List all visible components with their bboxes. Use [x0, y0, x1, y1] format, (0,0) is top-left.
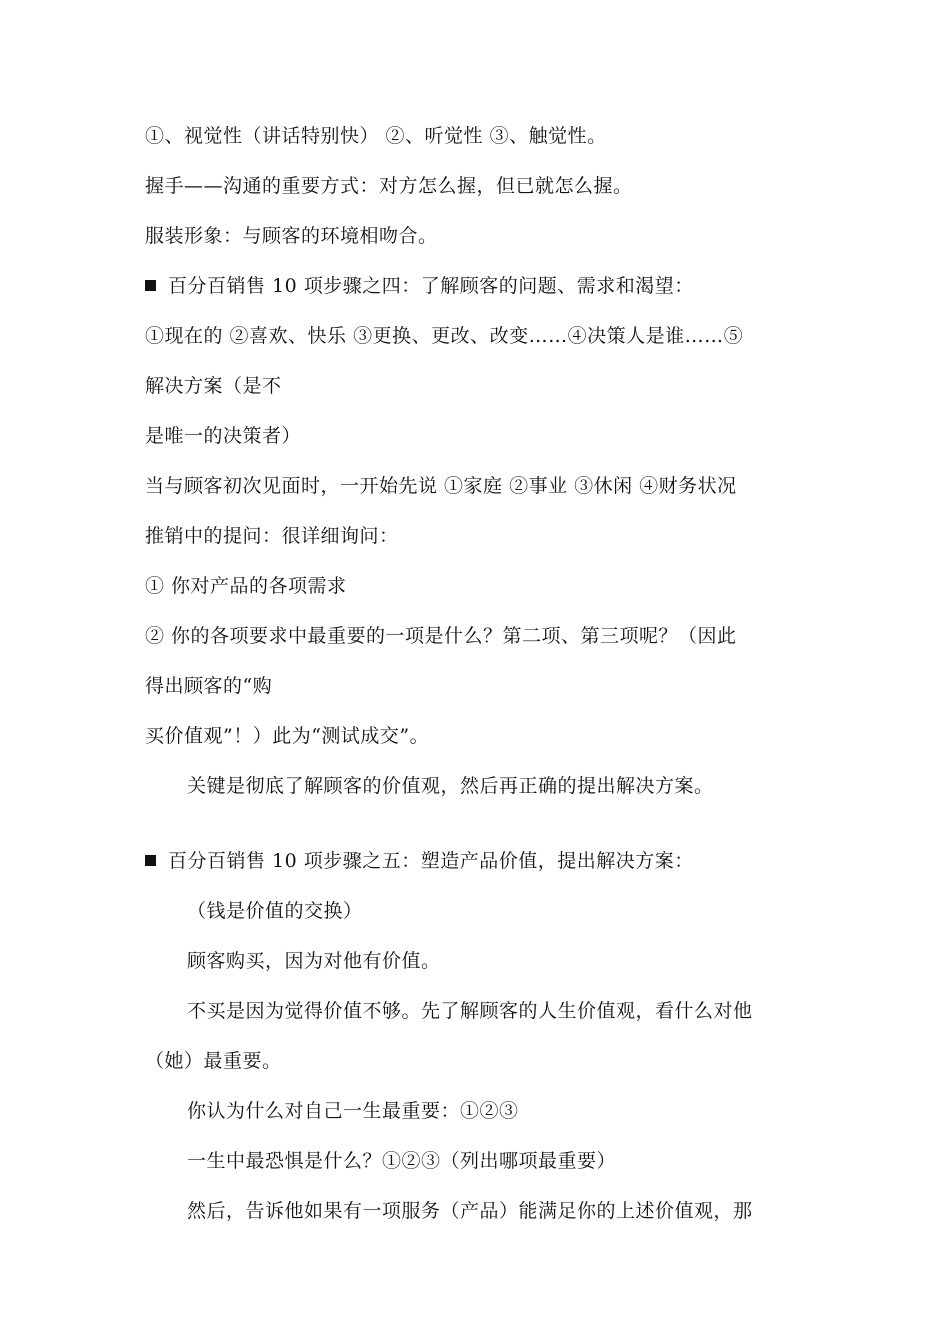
text-line-money-exchange: （钱是价值的交换）	[187, 900, 363, 922]
text-line-customer-buys: 顾客购买，因为对他有价值。	[187, 950, 441, 972]
text-line-clothing-image: 服装形象：与顾客的环境相吻合。	[145, 225, 438, 247]
square-bullet-icon	[145, 855, 156, 866]
text-line-first-meeting: 当与顾客初次见面时，一开始先说 ①家庭 ②事业 ③休闲 ④财务状况	[145, 475, 737, 497]
text-line-key-point: 关键是彻底了解顾客的价值观，然后再正确的提出解决方案。	[187, 775, 714, 797]
text-line-needs-list: ①现在的 ②喜欢、快乐 ③更换、更改、改变……④决策人是谁……⑤	[145, 325, 744, 347]
text-line-handshake: 握手——沟通的重要方式：对方怎么握，但已就怎么握。	[145, 175, 633, 197]
text-line-solution-partial: 解决方案（是不	[145, 375, 282, 397]
text-line-decision-maker: 是唯一的决策者）	[145, 425, 302, 447]
text-line-question-two: ② 你的各项要求中最重要的一项是什么？第二项、第三项呢？（因此	[145, 625, 737, 647]
square-bullet-icon	[145, 280, 156, 291]
section-heading-step-four-text: 百分百销售 10 项步骤之四：了解顾客的问题、需求和渴望：	[168, 275, 694, 297]
text-line-observation-types: ①、视觉性（讲话特别快） ②、听觉性 ③、触觉性。	[145, 125, 607, 147]
text-line-most-important: （她）最重要。	[145, 1050, 282, 1072]
text-line-then-tell: 然后，告诉他如果有一项服务（产品）能满足你的上述价值观，那	[187, 1200, 753, 1222]
text-line-purchase-value-partial: 得出顾客的“购	[145, 675, 273, 697]
text-line-questioning: 推销中的提问：很详细询问：	[145, 525, 399, 547]
text-line-question-one: ① 你对产品的各项需求	[145, 575, 347, 597]
text-line-life-importance: 你认为什么对自己一生最重要：①②③	[187, 1100, 519, 1122]
section-heading-step-five-text: 百分百销售 10 项步骤之五：塑造产品价值，提出解决方案：	[168, 850, 694, 872]
text-line-life-fear: 一生中最恐惧是什么？①②③（列出哪项最重要）	[187, 1150, 617, 1172]
text-line-not-buying: 不买是因为觉得价值不够。先了解顾客的人生价值观，看什么对他	[187, 1000, 753, 1022]
text-line-test-close: 买价值观”！）此为“测试成交”。	[145, 725, 430, 747]
section-heading-step-four	[145, 273, 694, 299]
section-heading-step-five	[145, 848, 694, 874]
